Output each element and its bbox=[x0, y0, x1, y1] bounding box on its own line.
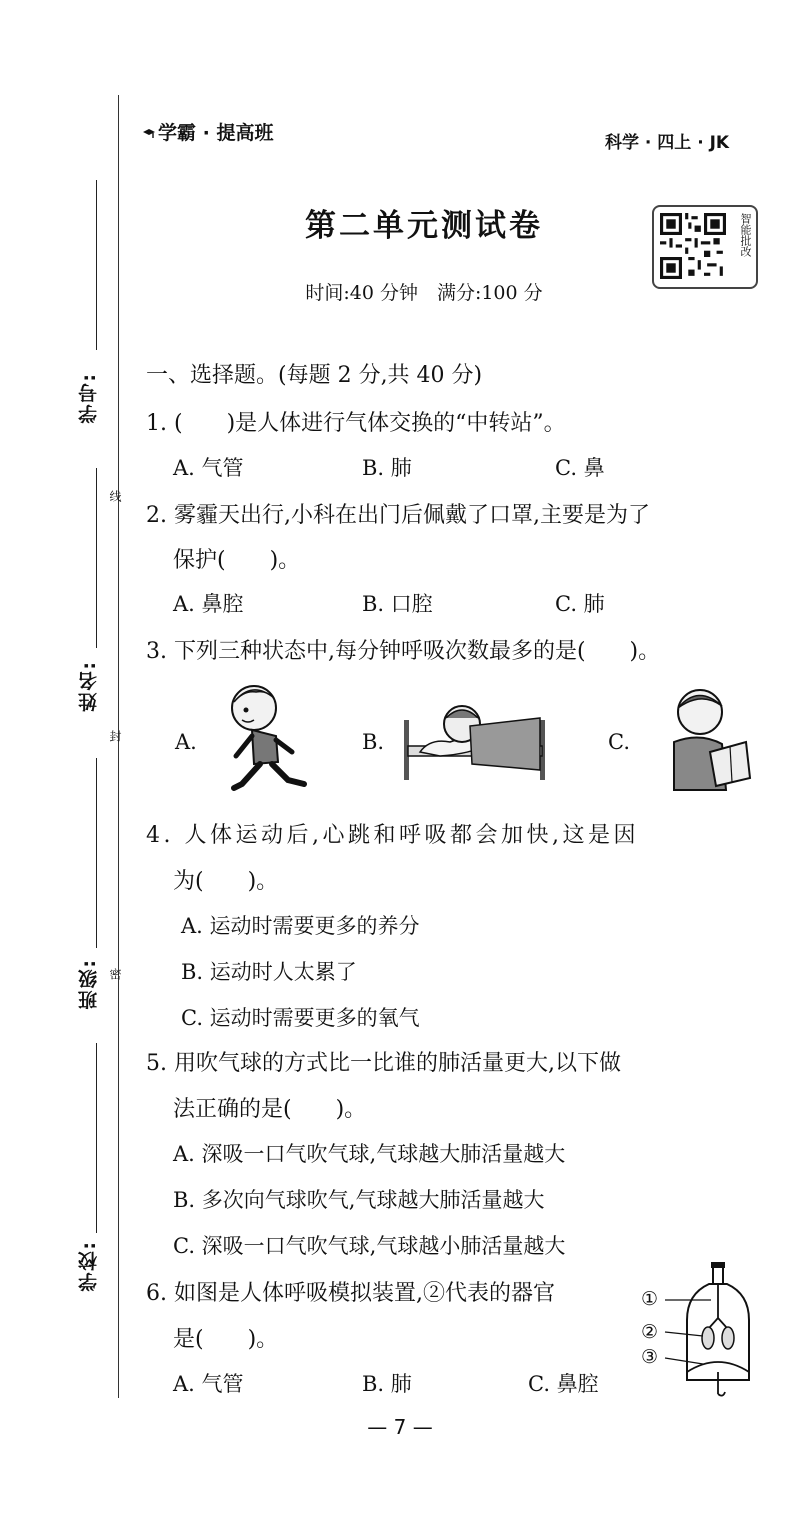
q3-option-c-label[interactable]: C. bbox=[608, 730, 630, 754]
class-underline bbox=[96, 758, 97, 948]
school-label: 学校: bbox=[78, 1240, 100, 1292]
sleeping-boy-icon bbox=[400, 690, 550, 790]
q6-stem-line2: 是( )。 bbox=[173, 1327, 279, 1352]
brand-header bbox=[142, 118, 273, 145]
q4-option-c[interactable]: C. 运动时需要更多的氧气 bbox=[181, 1006, 420, 1030]
q1-option-a[interactable]: A. 气管 bbox=[173, 456, 244, 480]
q3-option-b-label[interactable]: B. bbox=[362, 730, 385, 754]
q1-option-c[interactable]: C. 鼻 bbox=[555, 456, 605, 480]
breathing-model-diagram bbox=[641, 1260, 761, 1400]
diagram-label-3: ③ bbox=[641, 1346, 659, 1368]
student-id-label: 学号: bbox=[78, 372, 100, 424]
name-underline bbox=[96, 468, 97, 648]
diagram-label-1: ① bbox=[641, 1288, 659, 1310]
graduation-cap-icon bbox=[142, 127, 156, 141]
q4-option-a[interactable]: A. 运动时需要更多的养分 bbox=[181, 914, 420, 938]
cut-line-char-feng: 封 bbox=[108, 730, 122, 742]
brand-text: 学霸 · 提高班 bbox=[158, 122, 274, 144]
q3-stem: 3. 下列三种状态中,每分钟呼吸次数最多的是( )。 bbox=[146, 639, 661, 664]
q4-stem-line2: 为( )。 bbox=[173, 869, 279, 894]
q5-option-a[interactable]: A. 深吸一口气吹气球,气球越大肺活量越大 bbox=[173, 1142, 566, 1166]
q5-option-c[interactable]: C. 深吸一口气吹气球,气球越小肺活量越大 bbox=[173, 1234, 566, 1258]
q6-option-a[interactable]: A. 气管 bbox=[173, 1372, 244, 1396]
q2-option-b[interactable]: B. 口腔 bbox=[362, 592, 433, 616]
subject-label: 科学 · 四上 · JK bbox=[605, 133, 730, 153]
q2-option-c[interactable]: C. 肺 bbox=[555, 592, 605, 616]
q6-stem-line1: 6. 如图是人体呼吸模拟装置,②代表的器官 bbox=[146, 1281, 555, 1306]
section-heading: 一、选择题。(每题 2 分,共 40 分) bbox=[146, 363, 483, 388]
running-boy-icon bbox=[212, 680, 312, 800]
q6-option-c[interactable]: C. 鼻腔 bbox=[528, 1372, 599, 1396]
page-title: 第二单元测试卷 bbox=[305, 208, 543, 244]
q5-stem-line1: 5. 用吹气球的方式比一比谁的肺活量更大,以下做 bbox=[146, 1051, 621, 1076]
qr-code-box[interactable] bbox=[652, 205, 758, 289]
exam-time-score: 时间:40 分钟 满分:100 分 bbox=[305, 282, 543, 304]
bell-jar-model-icon bbox=[663, 1260, 761, 1400]
q4-stem-line1: 4. 人体运动后,心跳和呼吸都会加快,这是因 bbox=[146, 823, 639, 848]
diagram-label-2: ② bbox=[641, 1321, 659, 1343]
q6-option-b[interactable]: B. 肺 bbox=[362, 1372, 412, 1396]
cut-line-char-mi: 密 bbox=[108, 968, 122, 980]
q2-option-a[interactable]: A. 鼻腔 bbox=[173, 592, 244, 616]
class-label: 班级: bbox=[78, 958, 100, 1010]
q2-stem-line1: 2. 雾霾天出行,小科在出门后佩戴了口罩,主要是为了 bbox=[146, 503, 650, 528]
reading-boy-icon bbox=[660, 682, 755, 794]
q1-stem: 1. ( )是人体进行气体交换的“中转站”。 bbox=[146, 411, 566, 436]
q3-option-a-label[interactable]: A. bbox=[175, 730, 197, 754]
q2-stem-line2: 保护( )。 bbox=[173, 548, 301, 573]
q5-option-b[interactable]: B. 多次向气球吹气,气球越大肺活量越大 bbox=[173, 1188, 545, 1212]
q1-option-b[interactable]: B. 肺 bbox=[362, 456, 412, 480]
cut-line-char-xian: 线 bbox=[108, 490, 122, 502]
q5-stem-line2: 法正确的是( )。 bbox=[173, 1097, 367, 1122]
qr-side-text: 智能批改 bbox=[739, 213, 752, 257]
student-name-label: 姓名: bbox=[78, 660, 100, 712]
qr-code-icon bbox=[660, 213, 726, 279]
q4-option-b[interactable]: B. 运动时人太累了 bbox=[181, 960, 357, 984]
page-number: — 7 — bbox=[367, 1415, 433, 1439]
school-underline bbox=[96, 1043, 97, 1233]
